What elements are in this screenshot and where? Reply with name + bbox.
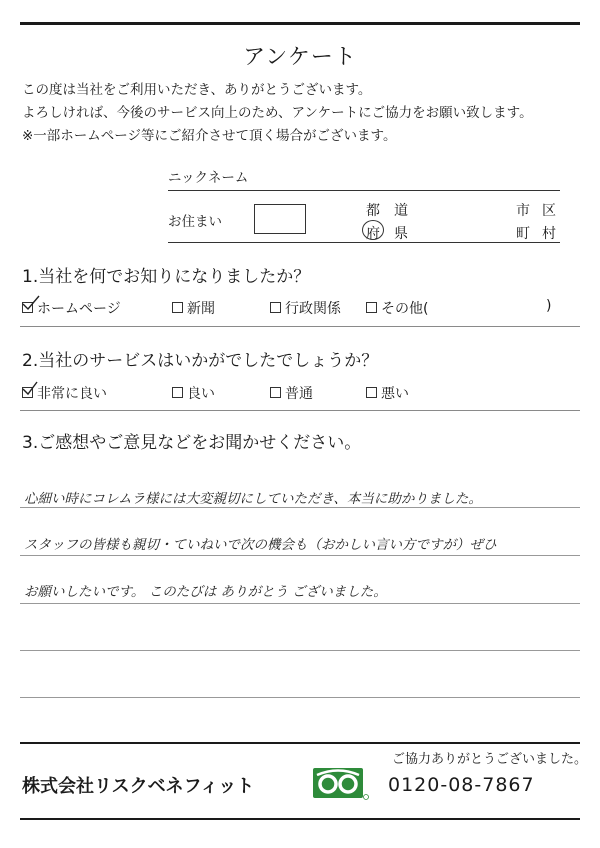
checkbox[interactable] bbox=[366, 387, 377, 398]
q1-option-newspaper[interactable] bbox=[172, 298, 215, 318]
freedial-icon bbox=[312, 767, 364, 799]
checkbox[interactable] bbox=[366, 302, 377, 313]
q1-option-label: 行政関係 bbox=[285, 301, 341, 317]
q1-other-close: ) bbox=[546, 298, 552, 314]
address-ken: 県 bbox=[394, 226, 408, 242]
nickname-label: ニックネーム bbox=[168, 170, 249, 186]
comment-rule bbox=[20, 650, 580, 651]
q2-option-very-good[interactable] bbox=[22, 383, 107, 403]
comment-line-3: お願いしたいです。 このたびは ありがとう ございました。 bbox=[24, 584, 387, 600]
company-name: 株式会社リスクベネフィット bbox=[22, 776, 255, 797]
address-shi: 市 bbox=[516, 203, 530, 219]
q2-option-label: 普通 bbox=[285, 386, 313, 402]
thanks-text: ご協力ありがとうございました。 bbox=[392, 752, 588, 767]
q2-label: 2.当社のサービスはいかがでしたでしょうか？ bbox=[22, 351, 379, 371]
bottom-border bbox=[20, 818, 580, 820]
top-border bbox=[20, 22, 580, 25]
nickname-line bbox=[168, 190, 560, 191]
address-label: お住まい bbox=[168, 214, 222, 230]
q1-option-label: その他( bbox=[381, 301, 429, 317]
comment-rule bbox=[20, 603, 580, 604]
comment-line-2: スタッフの皆様も親切・ていねいで次の機会も（おかしい言い方ですが）ぜひ bbox=[24, 537, 497, 553]
comment-line-1: 心細い時にコレムラ様には大変親切にしていただき、本当に助かりました。 bbox=[24, 491, 482, 507]
q2-option-good[interactable] bbox=[172, 383, 215, 403]
checkbox[interactable] bbox=[172, 387, 183, 398]
q1-divider bbox=[20, 326, 580, 327]
check-mark-icon bbox=[21, 380, 41, 396]
q1-option-other[interactable] bbox=[366, 298, 428, 318]
intro-line-2: よろしければ、今後のサービス向上のため、アンケートにご協力をお願い致します。 bbox=[22, 105, 533, 121]
page-title: アンケート bbox=[243, 45, 357, 70]
address-machi: 町 bbox=[516, 226, 530, 242]
q1-option-government[interactable] bbox=[270, 298, 341, 318]
check-mark-icon bbox=[21, 295, 41, 311]
q1-option-label: ホームページ bbox=[37, 301, 121, 317]
footer-border bbox=[20, 742, 580, 744]
checkbox[interactable] bbox=[22, 387, 33, 398]
intro-line-1: この度は当社をご利用いただき、ありがとうございます。 bbox=[22, 82, 372, 98]
q1-option-homepage[interactable] bbox=[22, 298, 121, 318]
q3-label: 3.ご感想やご意見などをお聞かせください。 bbox=[22, 433, 362, 453]
address-to: 都 bbox=[366, 203, 380, 219]
address-line bbox=[168, 242, 560, 243]
address-box bbox=[254, 204, 306, 234]
q2-option-label: 悪い bbox=[381, 386, 409, 402]
checkbox[interactable] bbox=[270, 387, 281, 398]
checkbox[interactable] bbox=[270, 302, 281, 313]
checkbox[interactable] bbox=[22, 302, 33, 313]
comment-rule bbox=[20, 555, 580, 556]
q2-option-label: 非常に良い bbox=[37, 386, 107, 402]
q2-option-label: 良い bbox=[187, 386, 215, 402]
address-do: 道 bbox=[394, 203, 408, 219]
intro-line-3: ※一部ホームページ等にご紹介させて頂く場合がございます。 bbox=[22, 128, 397, 144]
q1-label: 1.当社を何でお知りになりましたか？ bbox=[22, 267, 311, 287]
checkbox[interactable] bbox=[172, 302, 183, 313]
phone-number: 0120-08-7867 bbox=[388, 774, 535, 796]
address-mura: 村 bbox=[542, 226, 556, 242]
q2-option-bad[interactable] bbox=[366, 383, 409, 403]
address-ku: 区 bbox=[542, 203, 556, 219]
comment-rule bbox=[20, 697, 580, 698]
q2-divider bbox=[20, 410, 580, 411]
q2-option-average[interactable] bbox=[270, 383, 313, 403]
address-fu: 府 bbox=[366, 226, 380, 242]
comment-rule bbox=[20, 507, 580, 508]
q1-option-label: 新聞 bbox=[187, 301, 215, 317]
address-fu-circle bbox=[362, 220, 384, 240]
